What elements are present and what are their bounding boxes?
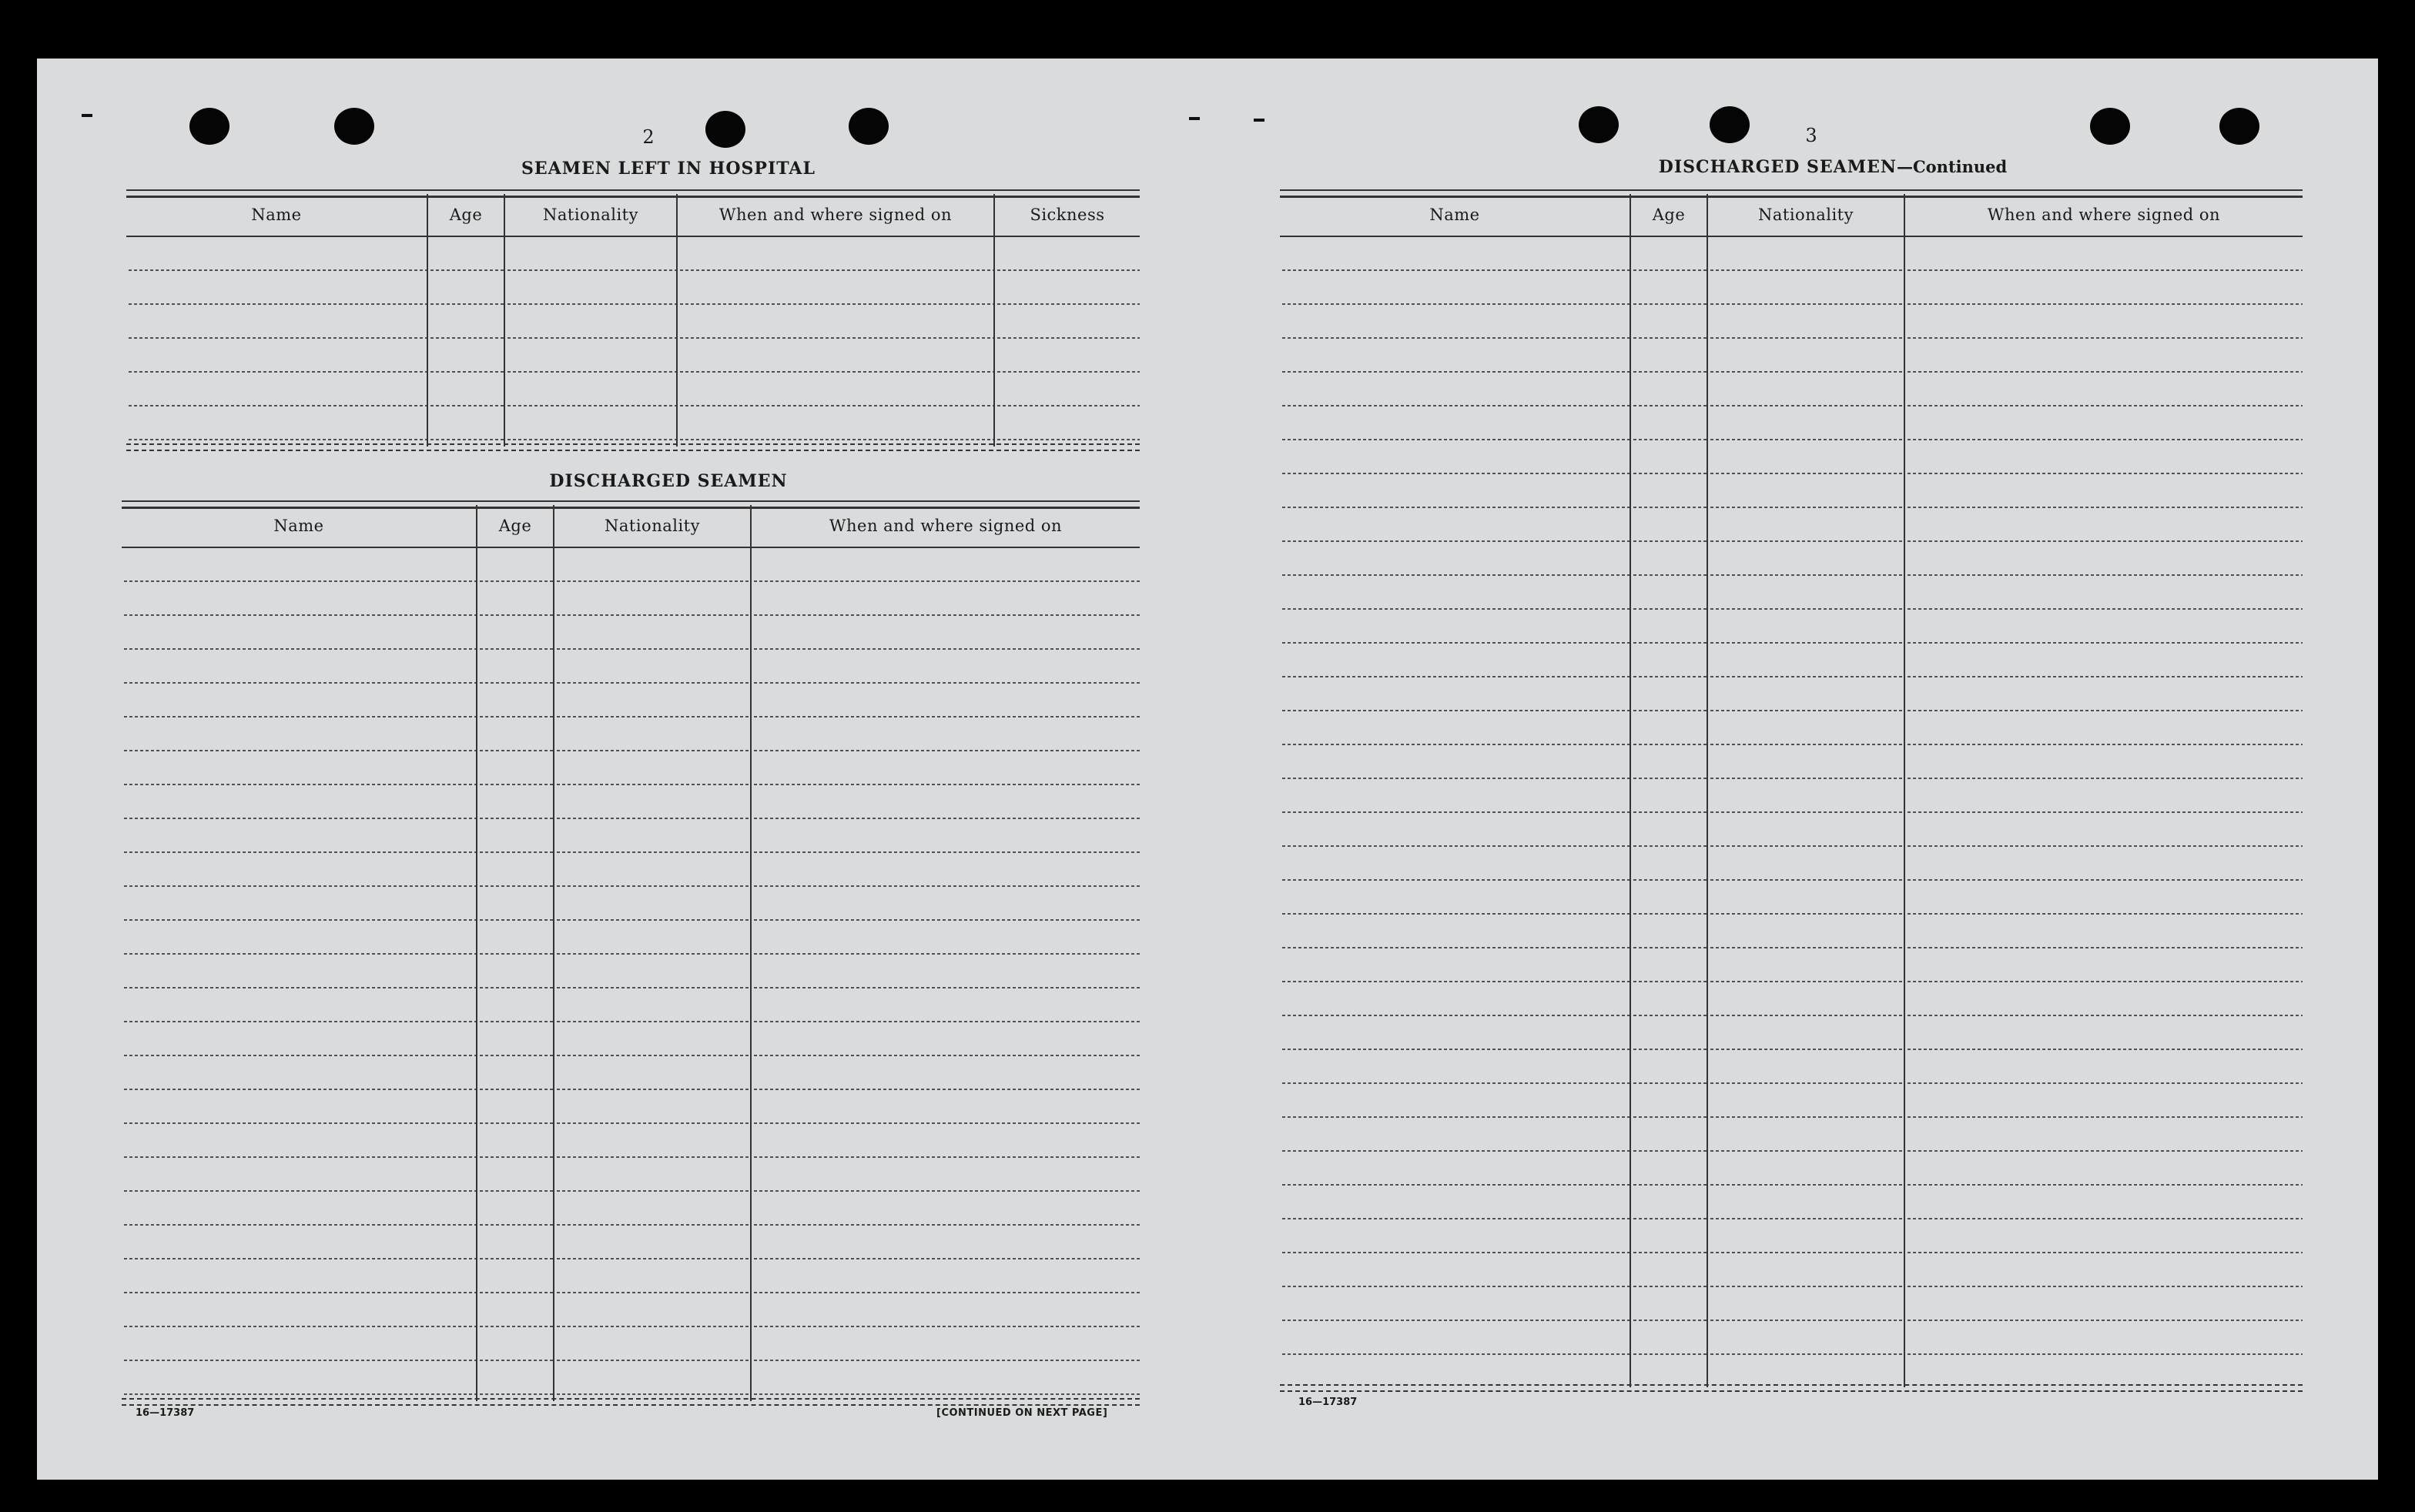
page-number-left: 2 <box>642 126 655 148</box>
discharged-continued-title-text: DISCHARGED SEAMEN <box>1658 157 1897 177</box>
entry-lines[interactable] <box>428 237 504 447</box>
col-header-sickness: Sickness <box>995 194 1140 237</box>
discharged-table-right <box>1280 189 2303 1392</box>
discharged-continued-title <box>1509 157 2156 177</box>
entry-lines[interactable] <box>752 548 1140 1401</box>
col-name <box>126 194 428 447</box>
discharged-title-text: DISCHARGED SEAMEN <box>549 471 788 491</box>
punch-hole <box>1710 106 1750 143</box>
col-header-age: Age <box>428 194 504 237</box>
col-nationality <box>505 194 678 447</box>
entry-lines[interactable] <box>122 548 476 1401</box>
entry-lines[interactable] <box>1708 237 1904 1387</box>
col-header-name: Name <box>126 194 427 237</box>
col-header-age: Age <box>1631 194 1707 237</box>
edge-mark <box>1254 119 1264 122</box>
table-bottom-rule <box>126 443 1140 451</box>
entry-lines[interactable] <box>1280 237 1630 1387</box>
edge-mark <box>82 114 92 117</box>
col-header-nationality: Nationality <box>1708 194 1904 237</box>
entry-lines[interactable] <box>678 237 993 447</box>
col-signed-on <box>752 505 1140 1401</box>
entry-lines[interactable] <box>554 548 750 1401</box>
edge-mark <box>1189 117 1200 120</box>
punch-hole <box>1579 106 1619 143</box>
entry-lines[interactable] <box>1905 237 2303 1387</box>
punch-hole <box>189 108 229 145</box>
hospital-title-text: SEAMEN LEFT IN HOSPITAL <box>521 159 816 179</box>
col-age <box>477 505 554 1401</box>
col-nationality <box>1708 194 1905 1387</box>
punch-hole <box>2219 108 2259 145</box>
punch-hole <box>705 111 745 148</box>
col-name <box>122 505 477 1401</box>
table-bottom-rule <box>1280 1384 2303 1392</box>
entry-lines[interactable] <box>126 237 427 447</box>
col-age <box>1631 194 1708 1387</box>
punch-hole <box>849 108 889 145</box>
entry-lines[interactable] <box>1631 237 1707 1387</box>
punch-hole <box>2090 108 2130 145</box>
entry-lines[interactable] <box>477 548 553 1401</box>
col-header-age: Age <box>477 505 553 548</box>
col-header-signed-on: When and where signed on <box>678 194 993 237</box>
col-name <box>1280 194 1631 1387</box>
table-bottom-rule <box>122 1398 1140 1406</box>
col-age <box>428 194 505 447</box>
col-sickness <box>995 194 1140 447</box>
hospital-section-title <box>345 159 992 179</box>
col-nationality <box>554 505 752 1401</box>
col-signed-on <box>1905 194 2303 1387</box>
col-header-name: Name <box>1280 194 1630 237</box>
hospital-table <box>126 189 1140 451</box>
punch-hole <box>334 108 374 145</box>
discharged-section-title <box>345 471 992 491</box>
page-number-right: 3 <box>1805 125 1817 146</box>
discharged-table-left <box>122 500 1140 1406</box>
continued-note: [CONTINUED ON NEXT PAGE] <box>936 1407 1108 1419</box>
title-continued-suffix: —Continued <box>1896 157 2008 176</box>
form-code-left: 16—17387 <box>136 1407 195 1419</box>
entry-lines[interactable] <box>505 237 676 447</box>
document-sheet <box>37 59 2378 1480</box>
form-code-right: 16—17387 <box>1298 1397 1358 1408</box>
col-signed-on <box>678 194 995 447</box>
col-header-name: Name <box>122 505 476 548</box>
col-header-nationality: Nationality <box>554 505 750 548</box>
col-header-nationality: Nationality <box>505 194 676 237</box>
col-header-signed-on: When and where signed on <box>1905 194 2303 237</box>
col-header-signed-on: When and where signed on <box>752 505 1140 548</box>
entry-lines[interactable] <box>995 237 1140 447</box>
